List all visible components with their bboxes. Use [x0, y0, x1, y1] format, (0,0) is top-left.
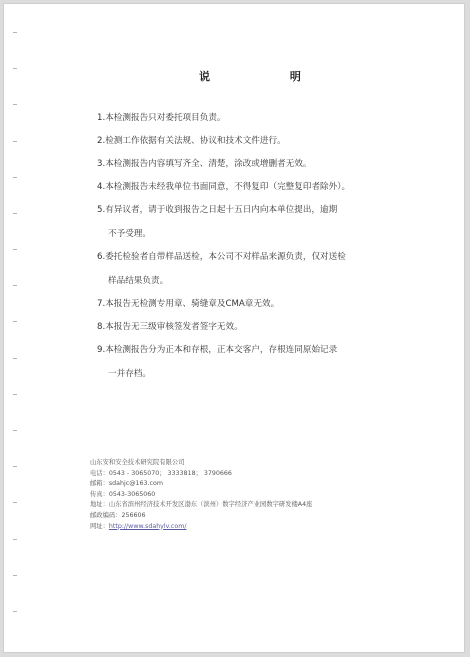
- note-text: 本检测报告未经我单位书面同意，不得复印（完整复印者除外）。: [105, 182, 351, 192]
- note-continuation: 一并存档。: [108, 369, 151, 379]
- note-continuation: 不予受理。: [108, 229, 151, 239]
- contact-block: [90, 458, 312, 532]
- note-text: 检测工作依据有关法规、协议和技术文件进行。: [105, 136, 286, 146]
- email-line: 邮箱：sdahjc@163.com: [90, 480, 163, 488]
- note-text: 委托检验者自带样品送检，本公司不对样品来源负责，仅对送检: [105, 252, 346, 262]
- binding-mark: [13, 249, 17, 250]
- note-text: 本报告无三级审核签发者签字无效。: [105, 322, 243, 332]
- note-item: [97, 135, 397, 147]
- postcode-line: 邮政编码：256606: [90, 511, 146, 519]
- note-item: [97, 298, 397, 310]
- note-number: 7.: [97, 299, 106, 309]
- binding-mark: [13, 213, 17, 214]
- note-number: 1.: [97, 113, 106, 123]
- note-text: 本报告无检测专用章、骑缝章及CMA章无效。: [105, 299, 280, 309]
- binding-mark: [13, 32, 17, 33]
- website-label: 网址：: [90, 522, 109, 530]
- page-title: 说 明: [199, 70, 339, 83]
- binding-mark: [13, 394, 17, 395]
- note-item: [97, 204, 397, 240]
- note-number: 2.: [97, 136, 106, 146]
- note-item: [97, 321, 397, 333]
- phone-line: 电话：0543 - 3065070； 3333818； 3790666: [90, 469, 232, 477]
- note-text: 本检测报告分为正本和存根，正本交客户，存根连同原始记录: [105, 345, 338, 355]
- note-item: [97, 112, 397, 124]
- note-number: 9.: [97, 345, 106, 355]
- binding-mark: [13, 430, 17, 431]
- binding-mark: [13, 575, 17, 576]
- note-item: [97, 181, 397, 193]
- binding-mark: [13, 611, 17, 612]
- website-line: [90, 522, 312, 533]
- note-text: 本检测报告只对委托项目负责。: [105, 113, 226, 123]
- binding-mark: [13, 177, 17, 178]
- note-item: [97, 251, 397, 287]
- note-item: [97, 158, 397, 170]
- binding-mark: [13, 321, 17, 322]
- note-number: 5.: [97, 205, 106, 215]
- note-number: 8.: [97, 322, 106, 332]
- note-text: 本检测报告内容填写齐全、清楚，涂改或增删者无效。: [105, 159, 312, 169]
- note-text: 有异议者，请于收到报告之日起十五日内向本单位提出，逾期: [105, 205, 338, 215]
- notes-list: [97, 112, 397, 391]
- binding-mark: [13, 104, 17, 105]
- binding-mark: [13, 141, 17, 142]
- note-item: [97, 344, 397, 380]
- binding-mark: [13, 68, 17, 69]
- binding-mark: [13, 358, 17, 359]
- note-number: 4.: [97, 182, 106, 192]
- note-number: 6.: [97, 252, 106, 262]
- binding-mark: [13, 539, 17, 540]
- binding-mark: [13, 285, 17, 286]
- report-page: [3, 3, 465, 653]
- company-name: 山东安和安全技术研究院有限公司: [90, 459, 185, 466]
- address-line: 地址：山东省滨州经济技术开发区渤东（滨州）数字经济产业园数字研发楼A4座: [90, 501, 313, 509]
- note-number: 3.: [97, 159, 106, 169]
- binding-mark: [13, 502, 17, 503]
- fax-line: 传真：0543-3065060: [90, 490, 156, 498]
- note-continuation: 样品结果负责。: [108, 276, 169, 286]
- binding-mark: [13, 466, 17, 467]
- website-link[interactable]: http://www.sdahylv.com/: [108, 522, 187, 530]
